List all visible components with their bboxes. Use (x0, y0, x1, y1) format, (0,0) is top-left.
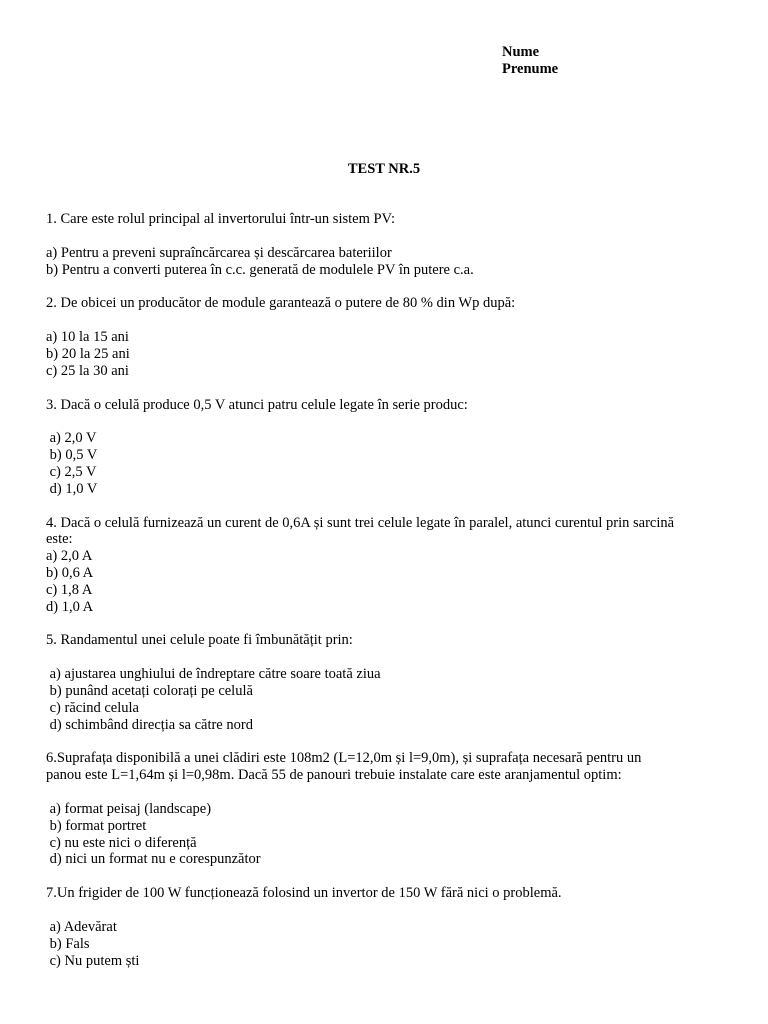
option: a) Adevărat (46, 918, 117, 935)
option: c) 25 la 30 ani (46, 362, 129, 379)
question-6 (46, 750, 736, 868)
option: c) nu este nici o diferență (46, 834, 197, 851)
option: a) 10 la 15 ani (46, 329, 129, 346)
questions-list (46, 211, 736, 969)
question-text-continued: panou este L=1,64m și l=0,98m. Dacă 55 de panouri trebuie instalate care este aranjamentul optim: (46, 767, 622, 784)
question-text: 5. Randamentul unei celule poate fi îmbunătățit prin: (46, 632, 353, 649)
option: c) Nu putem ști (46, 952, 140, 969)
student-header (502, 44, 558, 78)
question-1 (46, 211, 736, 278)
surname-label: Prenume (502, 61, 559, 77)
option: b) format portret (46, 817, 147, 834)
option: b) 20 la 25 ani (46, 345, 130, 362)
option: c) 2,5 V (46, 463, 97, 480)
option: d) 1,0 A (46, 598, 94, 615)
question-text: 7.Un frigider de 100 W funcționează folosind un invertor de 150 W fără nici o problemă. (46, 885, 562, 902)
option: c) răcind celula (46, 699, 139, 716)
question-4 (46, 515, 736, 616)
option: b) 0,5 V (46, 447, 98, 464)
option: b) Pentru a converti puterea în c.c. generată de modulele PV în putere c.a. (46, 261, 474, 278)
question-7 (46, 885, 736, 969)
question-3 (46, 397, 736, 498)
option: c) 1,8 A (46, 581, 93, 598)
option: d) schimbând direcția sa către nord (46, 716, 253, 733)
question-text: 2. De obicei un producător de module garantează o putere de 80 % din Wp după: (46, 295, 516, 312)
option: a) 2,0 V (46, 430, 97, 447)
question-text: 4. Dacă o celulă furnizează un curent de 0,6A și sunt trei celule legate în paralel, atunci curentul prin sarcină (46, 514, 675, 531)
question-text: 6.Suprafața disponibilă a unei clădiri este 108m2 (L=12,0m și l=9,0m), și suprafața necesară pentru un (46, 750, 642, 767)
option: b) 0,6 A (46, 564, 94, 581)
name-label: Nume (502, 44, 540, 60)
test-title: TEST NR.5 (347, 161, 421, 177)
question-2 (46, 295, 736, 379)
option: d) 1,0 V (46, 480, 98, 497)
option: b) punând acetați colorați pe celulă (46, 682, 253, 699)
question-text: 1. Care este rolul principal al invertorului într-un sistem PV: (46, 211, 395, 227)
option: a) format peisaj (landscape) (46, 800, 212, 817)
option: b) Fals (46, 935, 90, 952)
option: a) ajustarea unghiului de îndreptare către soare toată ziua (46, 666, 381, 683)
question-5 (46, 632, 736, 733)
option: a) Pentru a preveni supraîncărcarea și descărcarea bateriilor (46, 244, 392, 261)
option: a) 2,0 A (46, 548, 93, 565)
question-text-continued: este: (46, 531, 73, 548)
question-text: 3. Dacă o celulă produce 0,5 V atunci patru celule legate în serie produc: (46, 396, 468, 413)
option: d) nici un format nu e corespunzător (46, 851, 261, 868)
